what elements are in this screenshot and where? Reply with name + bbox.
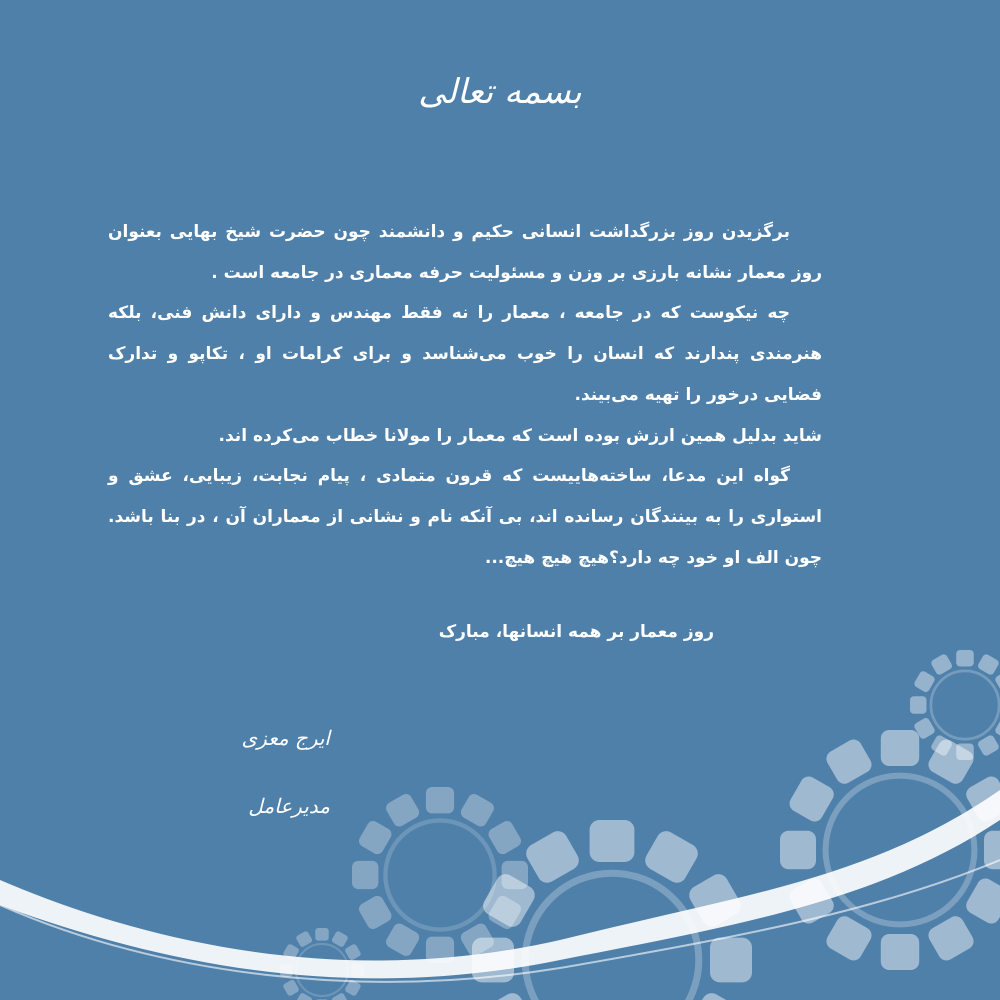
heading-bismihi-taala: بسمه تعالی (418, 72, 582, 112)
paragraph: چه نیکوست که در جامعه ، معمار را نه فقط مهندس و دارای دانش فنی، بلکه هنرمندی پندارند که انسان را خوب می‌شناسد و برای کرامات او ، تکاپو و تدارک فضایی درخور را تهیه می‌بیند. (108, 303, 822, 405)
paragraph: برگزیدن روز بزرگداشت انسانی حکیم و دانشمند چون حضرت شیخ بهایی بعنوان روز معمار نشانه بارزی بر وزن و مسئولیت حرفه معماری در جامعه است . (108, 222, 822, 283)
paragraph: گواه این مدعا، ساخته‌هاییست که قرون متمادی ، پیام نجابت، زیبایی، عشق و استواری را به بینندگان رسانده اند، بی آنکه نام و نشانی از معماران آن ، در بنا باشد. چون الف او خود چه دارد؟هیچ هیچ هیچ... (108, 466, 822, 568)
flower-ornament (780, 730, 1000, 970)
greeting-line: روز معمار بر همه انسانها، مبارک (438, 622, 714, 642)
signature-name: ایرج معزی (241, 726, 330, 750)
paragraph: شاید بدلیل همین ارزش بوده است که معمار را مولانا خطاب می‌کرده اند. (218, 425, 822, 446)
letter-body (108, 212, 822, 578)
signature-title: مدیرعامل (248, 794, 330, 818)
